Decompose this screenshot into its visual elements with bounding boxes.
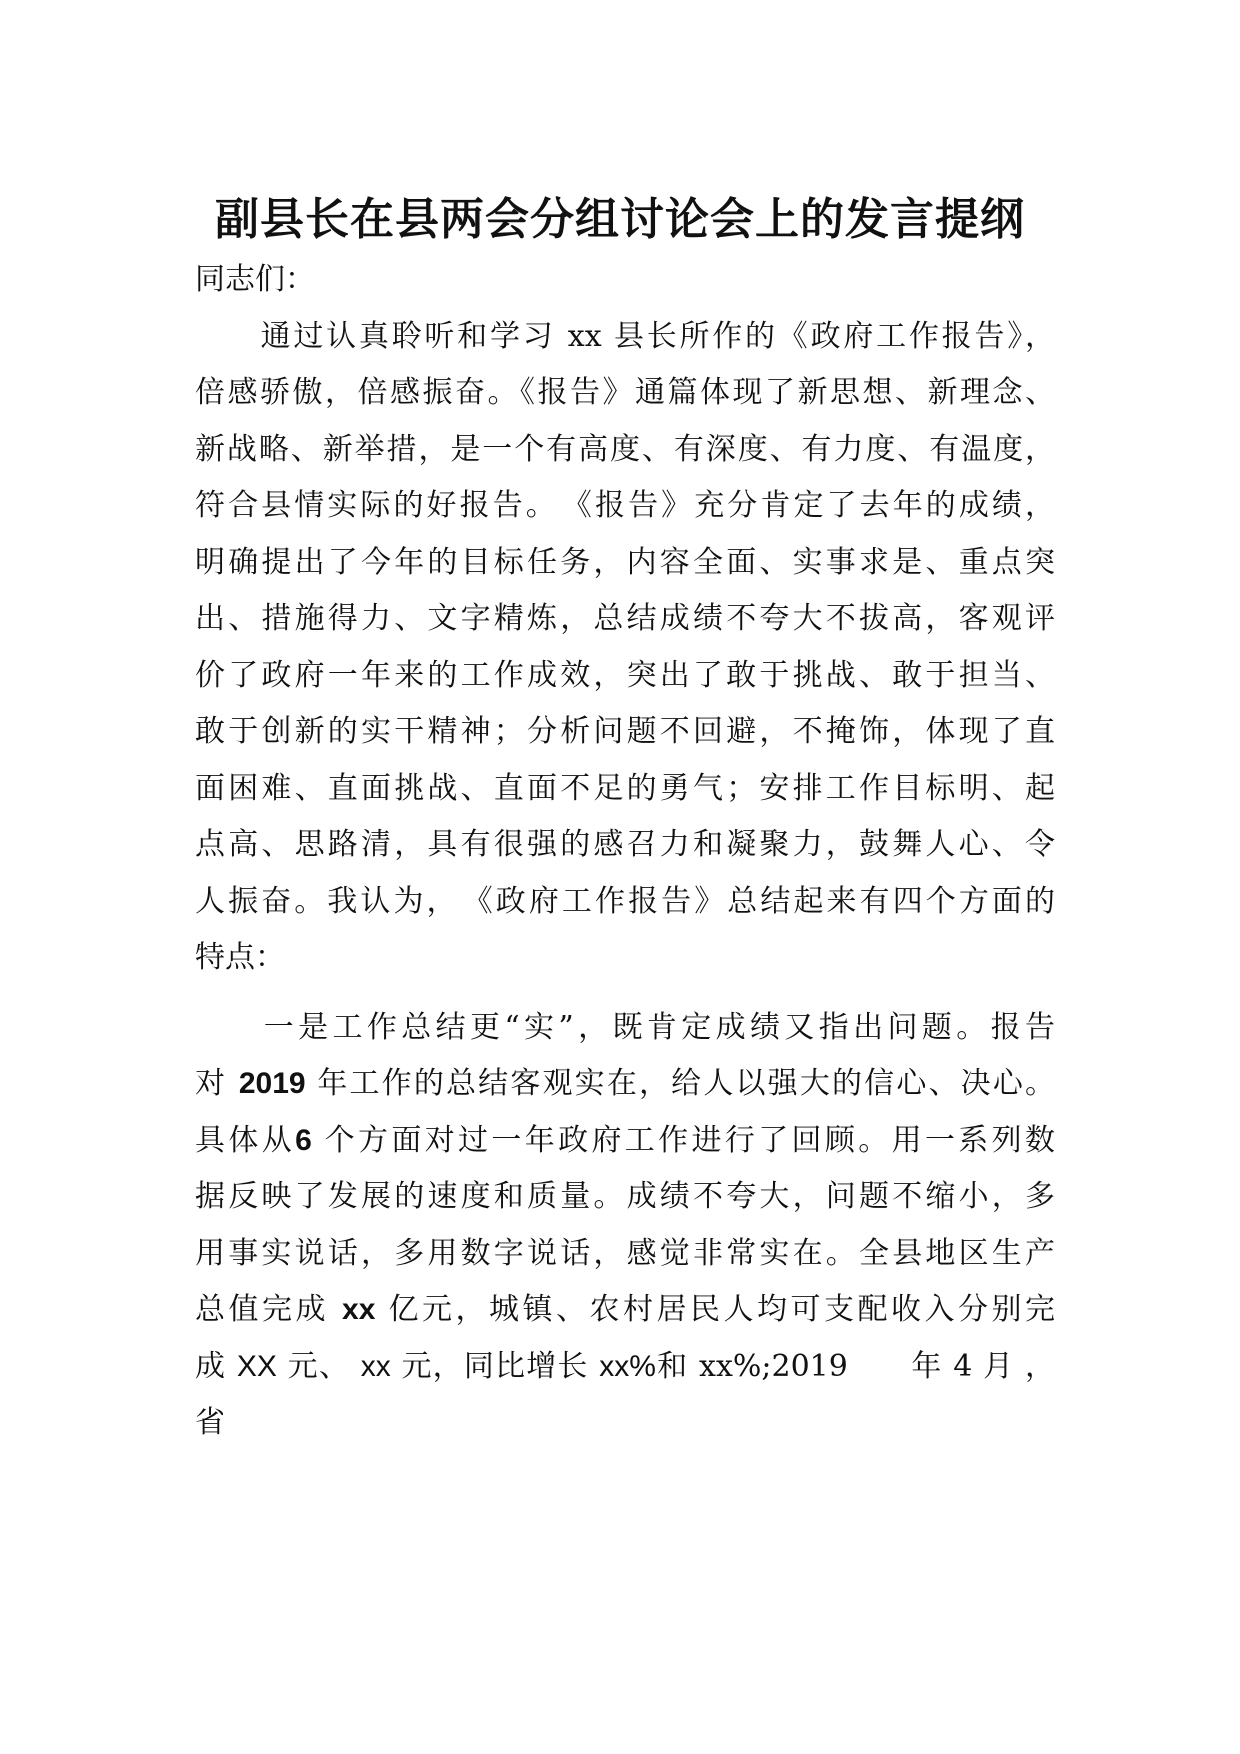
paragraph-2-line: 一是工作总结更“实”，既肯定成绩又指出问题。报告 xyxy=(195,1009,1055,1045)
paragraph-1-line: 符合县情实际的好报告。 《报告》充分肯定了去年的成绩， xyxy=(195,488,1055,523)
paragraph-2-line xyxy=(195,1113,1055,1170)
gdp-value: xx xyxy=(342,1293,376,1326)
text-run: 元，同比增长 xyxy=(390,1348,600,1384)
text-run: 年工作的总结客观实在，给人以强大的信心、决心。 xyxy=(305,1066,1055,1101)
paragraph-1-line: 特点： xyxy=(195,940,285,975)
text-run: 成 xyxy=(195,1348,237,1384)
text-run: 总值完成 xyxy=(195,1292,343,1327)
text-run: 个方面对过一年政府工作进行了回顾。用一系列数 xyxy=(311,1122,1055,1158)
paragraph-2-line: 用事实说话，多用数字说话，感觉非常实在。全县地区生产 xyxy=(195,1235,1055,1271)
text-run: 对 xyxy=(195,1066,239,1101)
paragraph-2-line xyxy=(195,1282,1055,1339)
year-value: 2019 xyxy=(238,1067,306,1100)
document-body xyxy=(195,252,1055,1452)
text-run: 具体从 xyxy=(195,1122,296,1158)
count-value: 6 xyxy=(295,1123,312,1157)
urban-income-value: XX xyxy=(236,1349,277,1383)
paragraph-2-line xyxy=(195,1339,1055,1396)
paragraph-1-line: 通过认真聆听和学习 xx 县长所作的《政府工作报告》， xyxy=(195,318,1055,354)
paragraph-2-line: 省 xyxy=(195,1405,225,1440)
text-run: 和 xx%;2019 年 4 月 ， xyxy=(655,1348,1055,1384)
paragraph-1-line: 新战略、新举措，是一个有高度、有深度、有力度、有温度， xyxy=(195,431,1055,467)
paragraph-1-line: 人振奋。我认为， 《政府工作报告》总结起来有四个方面的 xyxy=(195,883,1055,919)
growth-value: xx% xyxy=(599,1349,656,1383)
paragraph-1-line: 明确提出了今年的目标任务，内容全面、实事求是、重点突 xyxy=(195,544,1055,580)
paragraph-1-line: 敢于创新的实干精神；分析问题不回避，不掩饰，体现了直 xyxy=(195,714,1055,749)
salutation: 同志们： xyxy=(195,262,315,297)
paragraph-gap xyxy=(195,987,1055,1000)
paragraph-1-line: 倍感骄傲，倍感振奋。《报告》通篇体现了新思想、新理念、 xyxy=(195,375,1055,410)
paragraph-2-line xyxy=(195,1056,1055,1113)
paragraph-1-line: 出、措施得力、文字精炼，总结成绩不夸大不拔高，客观评 xyxy=(195,601,1055,636)
paragraph-1-line: 面困难、直面挑战、直面不足的勇气；安排工作目标明、起 xyxy=(195,770,1055,806)
text-run: 元、 xyxy=(276,1348,361,1384)
document-title: 副县长在县两会分组讨论会上的发言提纲 xyxy=(215,194,1025,245)
rural-income-value: xx xyxy=(360,1349,391,1383)
text-run: 亿元，城镇、农村居民人均可支配收入分别完 xyxy=(375,1292,1055,1327)
paragraph-1-line: 点高、思路清，具有很强的感召力和凝聚力，鼓舞人心、令 xyxy=(195,827,1055,862)
paragraph-2-line: 据反映了发展的速度和质量。成绩不夸大，问题不缩小，多 xyxy=(195,1179,1055,1214)
paragraph-1-line: 价了政府一年来的工作成效，突出了敢于挑战、敢于担当、 xyxy=(195,657,1055,693)
